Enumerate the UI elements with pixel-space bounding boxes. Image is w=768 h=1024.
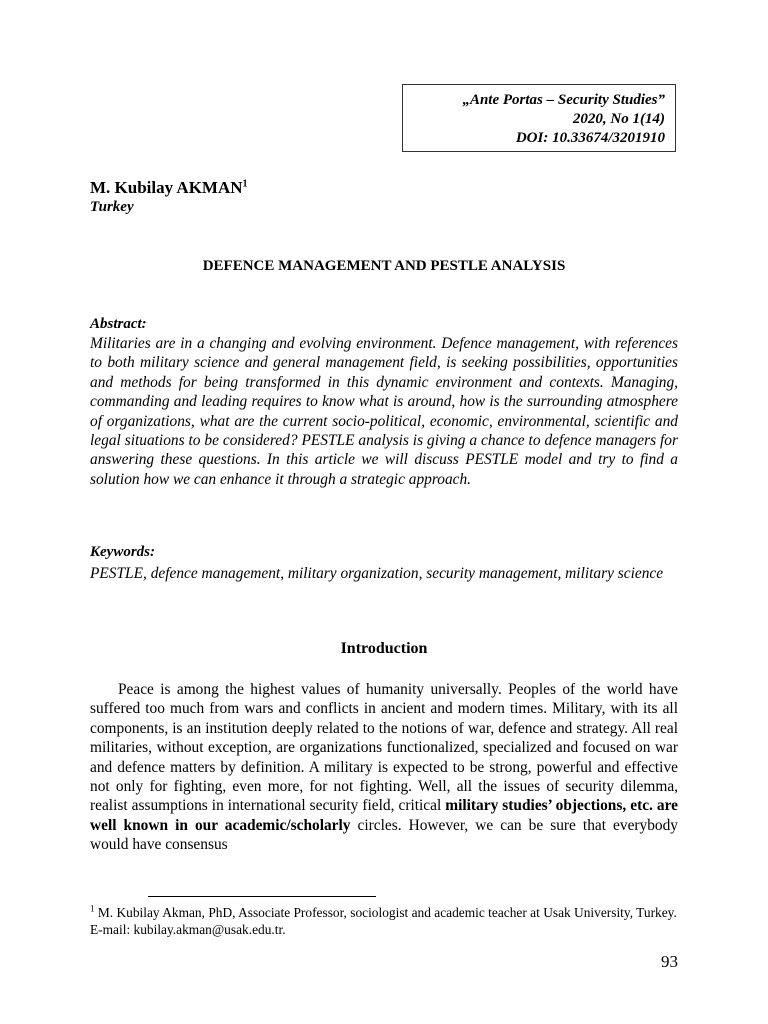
author-footnote-mark: 1	[242, 178, 248, 190]
journal-citation-box	[402, 84, 676, 152]
keywords-text: PESTLE, defence management, military organization, security management, military science	[90, 565, 664, 582]
introduction-paragraph	[90, 680, 678, 855]
introduction-text-bold: military studies’ objections, etc. are well known in our academic/scholarly	[90, 797, 678, 834]
section-heading-introduction: Introduction	[340, 640, 428, 657]
journal-issue: 2020, No 1(14)	[572, 111, 665, 127]
paper-title: DEFENCE MANAGEMENT AND PESTLE ANALYSIS	[202, 258, 566, 274]
footnote-mark: 1	[90, 903, 95, 914]
journal-title-rest: Security Studies”	[557, 92, 665, 108]
abstract-text: Militaries are in a changing and evolving environment. Defence management, with references to both military science and general management field, is seeking possibilities, opportunities and methods for being transformed in this dynamic environment and contexts. Managing, commanding and leading requires to know what is around, how is the surrounding atmosphere of organizations, what are the current socio-political, economic, environmental, scientific and legal situations to be considered? PESTLE analysis is giving a chance to defence managers for answering these questions. In this article we will discuss PESTLE model and try to find a solution how we can enhance it through a strategic approach.	[90, 335, 678, 488]
author-country: Turkey	[90, 199, 134, 215]
author-name	[90, 178, 248, 198]
introduction-text-part2: circles. However, we can be sure that everybody would have consensus	[90, 816, 679, 854]
journal-title-dash: –	[542, 92, 558, 108]
abstract-label: Abstract:	[90, 316, 147, 332]
footnote-separator	[148, 896, 376, 897]
journal-title-italic: „Ante Portas	[462, 92, 543, 108]
footnote	[90, 904, 678, 938]
page-number: 93	[661, 952, 678, 971]
journal-doi: DOI: 10.33674/3201910	[515, 130, 665, 146]
journal-title-line	[413, 91, 665, 110]
introduction-text-part1: Peace is among the highest values of humanity universally. Peoples of the world have suffered too much from wars and conflicts in ancient and modern times. Military, with its all components, is an institution deeply related to the notions of war, defence and strategy. All real militaries, without exception, are organizations functionalized, specialized and focused on war and defence matters by definition. A military is expected to be strong, powerful and effective not only for fighting, even more, for not fighting. Well, all the issues of security dilemma, realist assumptions in international security field, critical	[90, 681, 678, 815]
footnote-text: M. Kubilay Akman, PhD, Associate Professor, sociologist and academic teacher at Usak University, Turkey. E-mail: kubilay.akman@usak.edu.tr.	[90, 905, 677, 937]
keywords-label: Keywords:	[90, 544, 155, 560]
author-name-text: M. Kubilay AKMAN	[90, 178, 243, 197]
